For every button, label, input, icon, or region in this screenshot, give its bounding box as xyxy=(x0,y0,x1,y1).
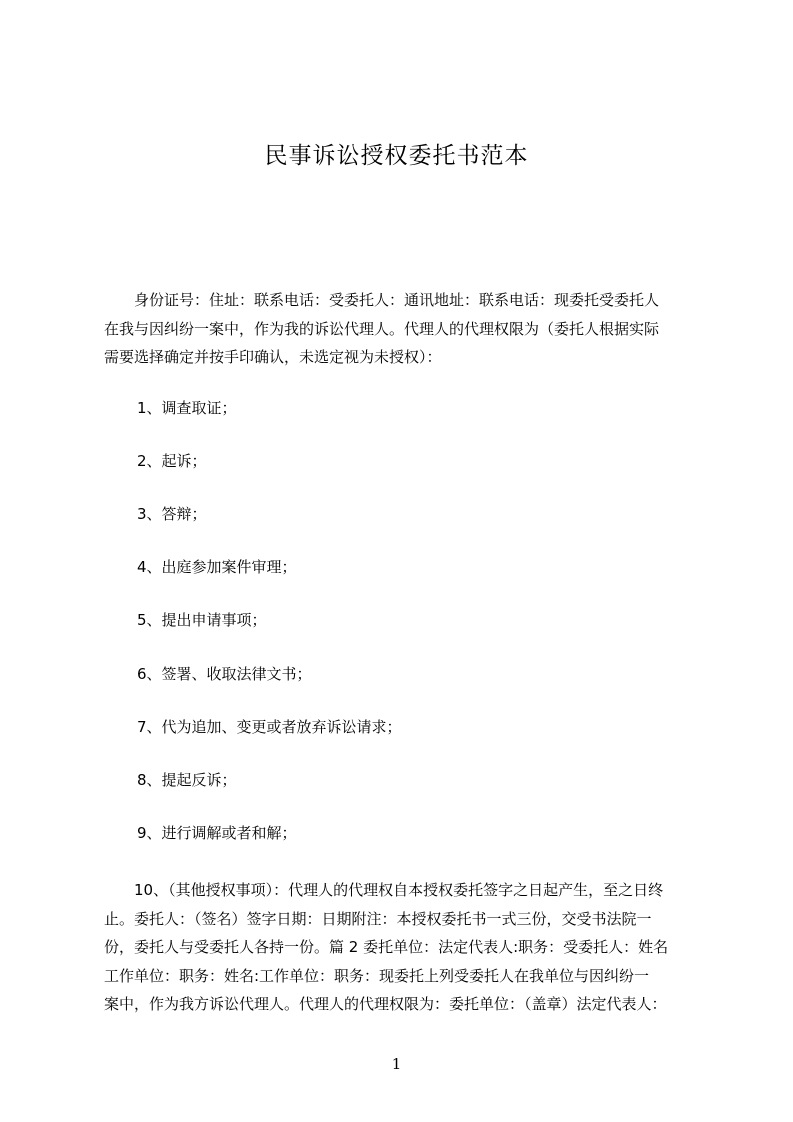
intro-line: 身份证号：住址：联系电话：受委托人：通讯地址：联系电话：现委托受委托人 xyxy=(104,291,660,309)
authorization-item-9: 9、进行调解或者和解； xyxy=(137,824,297,842)
closing-line: 止。委托人：（签名）签字日期：日期附注：本授权委托书一式三份，交受书法院一 xyxy=(104,909,652,928)
authorization-item-8: 8、提起反诉； xyxy=(137,771,237,789)
authorization-item-1: 1、调查取证； xyxy=(137,399,237,417)
authorization-item-5: 5、提出申请事项； xyxy=(137,611,267,629)
authorization-item-7: 7、代为追加、变更或者放弃诉讼请求； xyxy=(137,718,402,736)
closing-line: 10、（其他授权事项）：代理人的代理权自本授权委托签字之日起产生，至之日终 xyxy=(104,881,664,899)
closing-paragraph xyxy=(104,876,699,1019)
intro-line: 需要选择确定并按手印确认，未选定视为未授权）： xyxy=(104,348,442,366)
page-number: 1 xyxy=(391,1055,402,1073)
authorization-item-6: 6、签署、收取法律文书； xyxy=(137,665,312,683)
authorization-item-3: 3、答辩； xyxy=(137,505,207,523)
closing-line: 案中，作为我方诉讼代理人。代理人的代理权限为：委托单位：（盖章）法定代表人： xyxy=(104,995,667,1013)
document-title: 民事诉讼授权委托书范本 xyxy=(264,143,529,169)
intro-paragraph xyxy=(104,286,699,372)
authorization-item-2: 2、起诉； xyxy=(137,452,207,470)
authorization-item-4: 4、出庭参加案件审理； xyxy=(137,558,297,576)
closing-line: 份，委托人与受委托人各持一份。篇 2 委托单位：法定代表人:职务：受委托人：姓名 xyxy=(104,938,669,956)
intro-line: 在我与因纠纷一案中，作为我的诉讼代理人。代理人的代理权限为（委托人根据实际 xyxy=(104,319,660,338)
closing-line: 工作单位：职务：姓名:工作单位：职务：现委托上列受委托人在我单位与因纠纷一 xyxy=(104,966,650,985)
